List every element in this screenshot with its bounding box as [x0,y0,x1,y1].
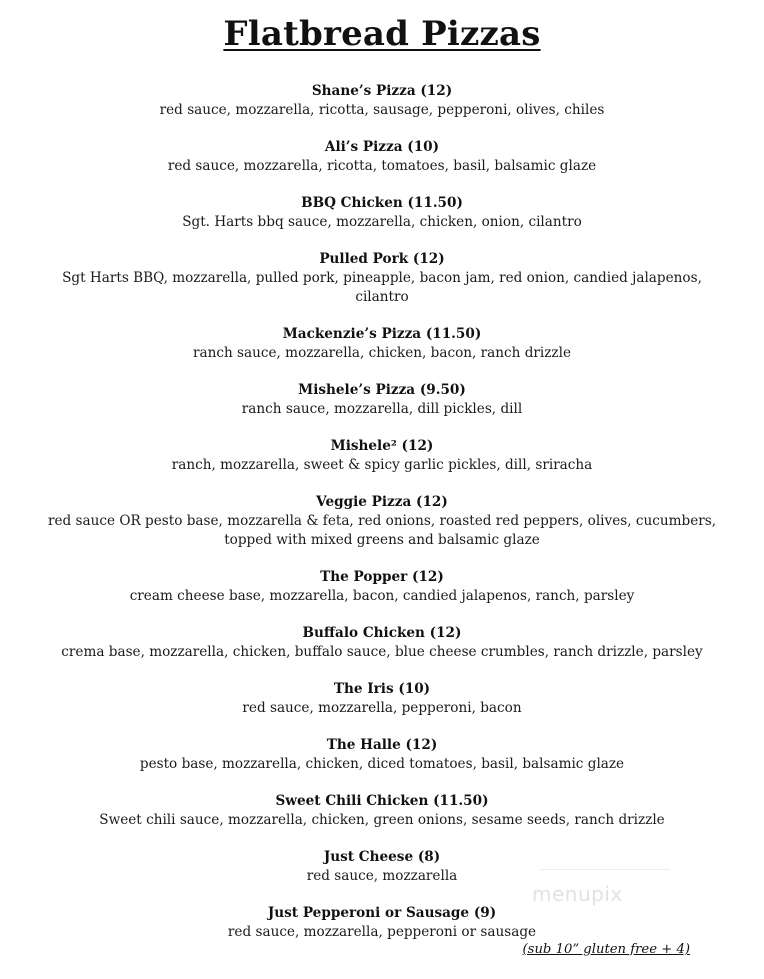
item-description: Sgt. Harts bbq sauce, mozzarella, chicken, onion, cilantro [182,214,582,230]
item-name: The Halle (12) [326,737,438,753]
item-description: red sauce OR pesto base, mozzarella & feta, red onions, roasted red peppers, olives, cucumbers, topped with mixed greens and balsamic glaze [47,513,717,548]
menu-item [0,680,764,718]
menu-item [0,325,764,363]
gluten-free-footnote: (sub 10” gluten free + 4) [522,942,690,957]
item-description: Sgt Harts BBQ, mozzarella, pulled pork, pineapple, bacon jam, red onion, candied jalapenos, cilantro [62,270,702,305]
watermark-logo: menupix [532,882,623,906]
item-name: Just Cheese (8) [323,849,441,865]
item-description: ranch, mozzarella, sweet & spicy garlic pickles, dill, sriracha [171,457,593,473]
item-name: The Iris (10) [333,681,431,697]
menu-item [0,194,764,232]
item-name: Just Pepperoni or Sausage (9) [267,905,497,921]
menu-item [0,792,764,830]
menu-item [0,848,764,886]
menu-item [0,904,764,942]
menu-item [0,381,764,419]
item-name: Mackenzie’s Pizza (11.50) [282,326,482,342]
menu-item [0,250,764,307]
item-name: Mishele’s Pizza (9.50) [298,382,466,398]
item-name: Buffalo Chicken (12) [302,625,462,641]
menu-item [0,138,764,176]
item-description: Sweet chili sauce, mozzarella, chicken, green onions, sesame seeds, ranch drizzle [99,812,665,828]
menu-item [0,568,764,606]
item-name: Veggie Pizza (12) [316,494,448,510]
item-description: ranch sauce, mozzarella, dill pickles, dill [241,401,523,417]
page-title: Flatbread Pizzas [223,14,541,54]
menu-list [0,82,764,960]
item-name: Shane’s Pizza (12) [311,83,453,99]
menu-item [0,624,764,662]
item-description: red sauce, mozzarella, ricotta, sausage, pepperoni, olives, chiles [159,102,605,118]
item-description: red sauce, mozzarella [306,868,458,884]
item-description: red sauce, mozzarella, ricotta, tomatoes, basil, balsamic glaze [167,158,597,174]
item-description: crema base, mozzarella, chicken, buffalo sauce, blue cheese crumbles, ranch drizzle, parsley [61,644,703,660]
item-description: cream cheese base, mozzarella, bacon, candied jalapenos, ranch, parsley [129,588,635,604]
watermark-divider [540,869,670,870]
menu-item [0,82,764,120]
item-name: Pulled Pork (12) [319,251,445,267]
menu-item [0,437,764,475]
item-name: Mishele² (12) [330,438,434,454]
item-name: Ali’s Pizza (10) [324,139,440,155]
item-description: ranch sauce, mozzarella, chicken, bacon, ranch drizzle [193,345,571,361]
menu-item [0,736,764,774]
menu-item [0,493,764,550]
item-description: pesto base, mozzarella, chicken, diced tomatoes, basil, balsamic glaze [139,756,625,772]
item-description: red sauce, mozzarella, pepperoni, bacon [242,700,522,716]
item-name: BBQ Chicken (11.50) [301,195,463,211]
item-description: red sauce, mozzarella, pepperoni or sausage [227,924,537,940]
item-name: Sweet Chili Chicken (11.50) [275,793,489,809]
item-name: The Popper (12) [320,569,444,585]
